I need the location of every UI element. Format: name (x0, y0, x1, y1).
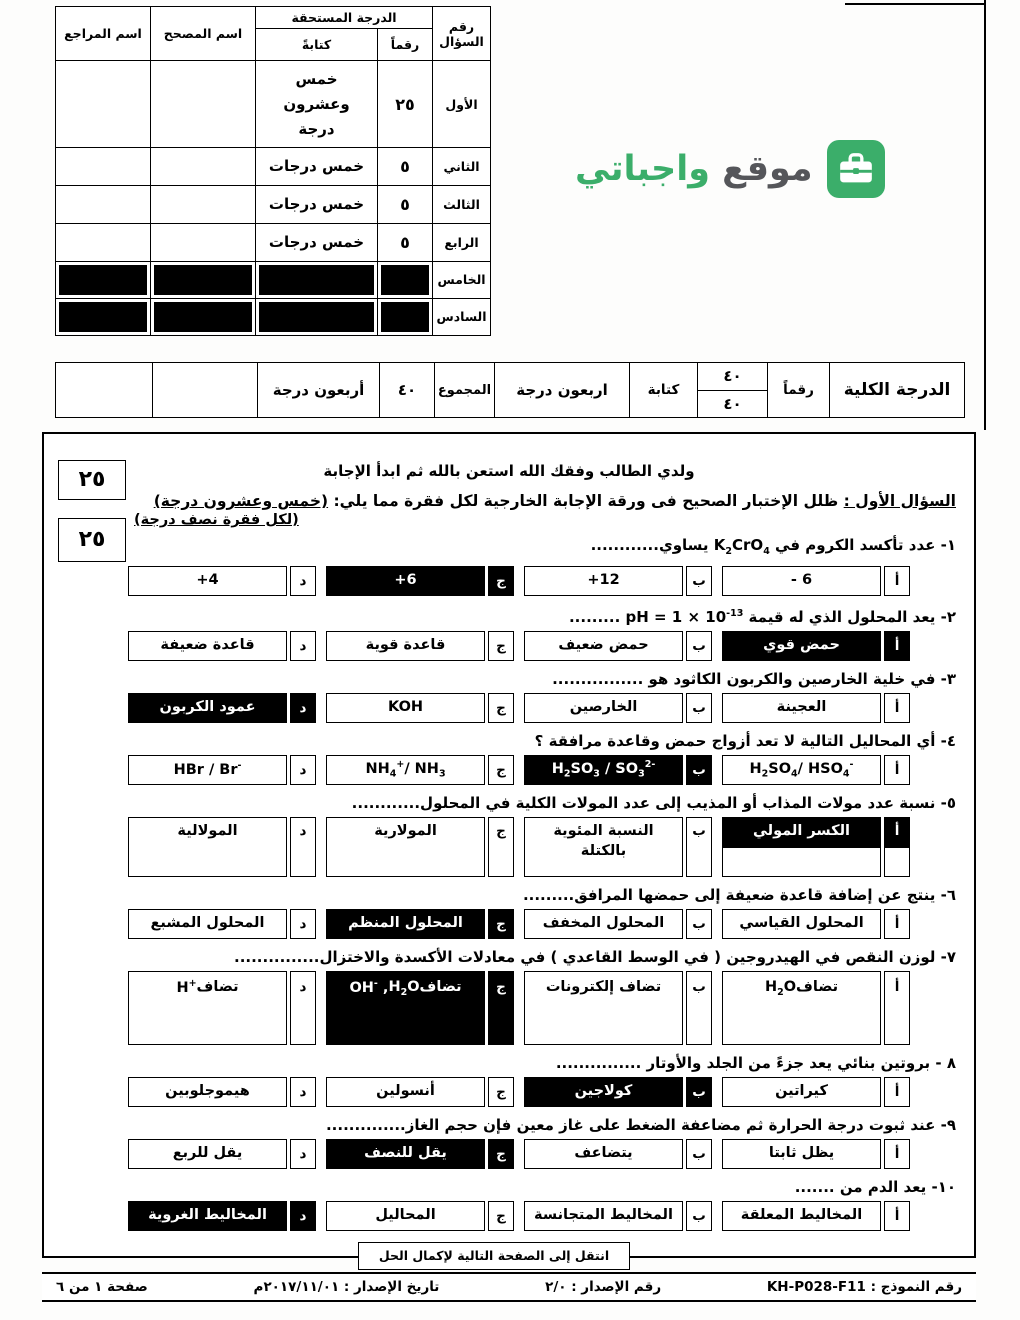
total-numeric-bottom: ٤٠ (698, 390, 767, 418)
issue-number-label: رقم الإصدار : (571, 1279, 662, 1295)
question-block (62, 668, 956, 723)
option-c-text: المحلول المنظم (326, 909, 485, 939)
grade-written-cell: خمس درجات (256, 148, 378, 186)
grade-written-cell (256, 298, 378, 335)
section-title: السؤال الأول : (843, 492, 956, 510)
option-a-text: $H_2SO_4/$ $HSO_4^-$ (722, 755, 881, 785)
option-a (722, 909, 910, 939)
option-c-letter: ج (488, 1201, 514, 1231)
option-d-letter: د (290, 1201, 316, 1231)
grade-numeric-cell (378, 261, 433, 298)
question-block (62, 534, 956, 596)
option-c (326, 566, 514, 596)
option-d-letter: د (290, 1077, 316, 1107)
grade-row (56, 148, 491, 186)
question-row-label: الخامس (433, 261, 491, 298)
options-row (128, 755, 910, 785)
option-a (722, 631, 910, 661)
option-b (524, 693, 712, 723)
option-b (524, 566, 712, 596)
reviewer-cell (56, 61, 151, 148)
option-d-letter: د (290, 631, 316, 661)
option-b-text: +12 (524, 566, 683, 596)
option-c-text: $NH_4^+/$ $NH_3$ (326, 755, 485, 785)
question-block (62, 792, 956, 877)
option-d (128, 1077, 316, 1107)
option-c-text: تضاف $H_2O$ OH- , (326, 971, 485, 1045)
option-a-letter: أ (884, 817, 910, 877)
option-d (128, 755, 316, 785)
options-row (128, 971, 910, 1045)
corrector-cell (151, 186, 256, 224)
question-block (62, 1176, 956, 1231)
option-b-text: النسبة المئوية بالكتلة (524, 817, 683, 877)
option-d-text: المحلول المشبع (128, 909, 287, 939)
option-a-letter: أ (884, 909, 910, 939)
question-block (62, 946, 956, 1045)
option-d (128, 1201, 316, 1231)
corrector-empty-cell (152, 363, 257, 417)
option-c-letter: ج (488, 971, 514, 1045)
reviewer-cell (56, 298, 151, 335)
option-b-text: تضاف إلكترونات (524, 971, 683, 1045)
option-a-letter: أ (884, 1077, 910, 1107)
footer-model-number (767, 1279, 962, 1295)
options-row (128, 566, 910, 596)
option-a-letter: أ (884, 755, 910, 785)
option-b-letter: ب (686, 909, 712, 939)
options-row (128, 909, 910, 939)
option-d (128, 566, 316, 596)
option-a-text: - 6 (722, 566, 881, 596)
issue-date-value: ٢٠١٧/١١/٠١م (253, 1279, 340, 1295)
question-stem: ٧- لوزن النقص في الهيدروجين ( في الوسط القاعدي ) في معادلات الأكسدة والاختزال............... (234, 948, 956, 966)
footer-page-number: صفحة ١ من ٦ (56, 1279, 148, 1295)
option-b-text: كولاجين (524, 1077, 683, 1107)
question-row-label: الثاني (433, 148, 491, 186)
questions-list (62, 534, 956, 1231)
sum-written: أربعون درجة (257, 363, 379, 417)
grade-written-cell: خمس وعشرون درجة (256, 61, 378, 148)
logo-wordmark (575, 149, 813, 189)
grade-row (56, 61, 491, 148)
option-c-text: المحاليل (326, 1201, 485, 1231)
option-c (326, 1201, 514, 1231)
corrector-cell (151, 61, 256, 148)
option-d (128, 631, 316, 661)
option-d-text: تضاف H+ (128, 971, 287, 1045)
option-a (722, 566, 910, 596)
grade-row (56, 261, 491, 298)
option-a-letter: أ (884, 631, 910, 661)
option-b-text: يتضاعف (524, 1139, 683, 1169)
model-number-value: KH-P028-F11 (766, 1279, 866, 1295)
option-c-text: قاعدة قوية (326, 631, 485, 661)
question-block (62, 884, 956, 939)
option-c-letter: ج (488, 755, 514, 785)
total-numeric-values (697, 363, 767, 417)
reviewer-empty-cell (56, 363, 152, 417)
next-page-note: انتقل إلى الصفحة التالية لإكمال الحل (358, 1242, 630, 1270)
option-c (326, 1139, 514, 1169)
options-row (128, 1201, 910, 1231)
grade-numeric-cell (378, 298, 433, 335)
option-c-text: يقل للنصف (326, 1139, 485, 1169)
option-c (326, 817, 514, 877)
score-box-bottom: ٢٥ (58, 518, 126, 562)
col-numeric: رقماً (378, 29, 433, 61)
options-row (128, 817, 910, 877)
question-stem: ٦- ينتج عن إضافة قاعدة ضعيفة إلى حمضها المرافق......... (522, 886, 956, 904)
option-d-letter: د (290, 909, 316, 939)
option-c-text: المولارية (326, 817, 485, 877)
option-b (524, 971, 712, 1045)
col-reviewer-name: اسم المراجع (56, 7, 151, 61)
option-b (524, 755, 712, 785)
option-a-letter: أ (884, 1139, 910, 1169)
option-d-text: قاعدة ضعيفة (128, 631, 287, 661)
option-b (524, 1139, 712, 1169)
grade-row (56, 298, 491, 335)
option-a-text: الكسر المولي (722, 817, 881, 877)
option-c (326, 909, 514, 939)
option-b (524, 1077, 712, 1107)
option-d (128, 693, 316, 723)
section-note: (لكل فقرة نصف درجة) (134, 512, 299, 528)
section-instruction: ظلل الإختبار الصحيح فى ورقة الإجابة الخارجية لكل فقرة مما يلي: (333, 492, 839, 510)
total-grade-bar (55, 362, 965, 418)
grade-written-cell: خمس درجات (256, 223, 378, 261)
option-b-text: $H_2SO_3 / SO_3^{2-}$ (524, 755, 683, 785)
option-c-letter: ج (488, 1077, 514, 1107)
option-b-letter: ب (686, 566, 712, 596)
option-a-text: تضاف $H_2O$ (722, 971, 881, 1045)
footer-issue-number (545, 1279, 661, 1295)
option-a (722, 971, 910, 1045)
total-written-label: كتابة (629, 363, 697, 417)
option-d-text: المولالية (128, 817, 287, 877)
footer-issue-date (254, 1279, 440, 1295)
question-block (62, 603, 956, 661)
option-c-letter: ج (488, 817, 514, 877)
grade-numeric-cell: ٢٥ (378, 61, 433, 148)
option-b-letter: ب (686, 1077, 712, 1107)
question-stem: ٤- أي المحاليل التالية لا تعد أزواج حمض وقاعدة مرافقة ؟ (534, 732, 956, 750)
option-d-text: عمود الكربون (128, 693, 287, 723)
model-number-label: رقم النموذج : (870, 1279, 962, 1295)
question-stem: ٥- نسبة عدد مولات المذاب أو المذيب إلى عدد المولات الكلية في المحلول............ (351, 794, 956, 812)
option-c-text: KOH (326, 693, 485, 723)
option-c (326, 755, 514, 785)
option-d (128, 971, 316, 1045)
issue-number-value: ٢/٠ (545, 1279, 567, 1295)
section-header (62, 492, 956, 510)
option-a-text: كيراتين (722, 1077, 881, 1107)
option-b-letter: ب (686, 693, 712, 723)
exam-body (42, 432, 976, 1258)
option-b-letter: ب (686, 755, 712, 785)
col-corrector-name: اسم المصحح (151, 7, 256, 61)
question-row-label: الثالث (433, 186, 491, 224)
corrector-cell (151, 223, 256, 261)
wajibati-logo (575, 140, 885, 198)
page-footer (42, 1272, 976, 1302)
col-grade-due: الدرجة المستحقة (256, 7, 433, 29)
option-b-letter: ب (686, 631, 712, 661)
option-a (722, 1201, 910, 1231)
option-b-letter: ب (686, 971, 712, 1045)
option-d-letter: د (290, 1139, 316, 1169)
page-border-line-right (984, 0, 986, 430)
logo-word-wajibati: واجباتي (575, 149, 710, 189)
option-d (128, 1139, 316, 1169)
reviewer-cell (56, 186, 151, 224)
option-d-letter: د (290, 817, 316, 877)
option-d-letter: د (290, 755, 316, 785)
option-c-letter: ج (488, 909, 514, 939)
corrector-cell (151, 298, 256, 335)
grading-table-header-row (56, 7, 491, 29)
total-numeric-top: ٤٠ (723, 367, 742, 386)
reviewer-cell (56, 148, 151, 186)
option-c-text: أنسولين (326, 1077, 485, 1107)
question-block (62, 1052, 956, 1107)
question-stem: ١٠- يعد الدم من ....... (794, 1178, 956, 1196)
grade-written-cell: خمس درجات (256, 186, 378, 224)
option-b (524, 909, 712, 939)
score-box-top: ٢٥ (58, 460, 126, 500)
option-b-text: المحلول المخفف (524, 909, 683, 939)
option-c-letter: ج (488, 566, 514, 596)
option-a-letter: أ (884, 693, 910, 723)
question-stem: ٩- عند ثبوت درجة الحرارة ثم مضاعفة الضغط على غاز معين فإن حجم الغاز.............. (325, 1116, 956, 1134)
option-d-text: المخاليط الغروية (128, 1201, 287, 1231)
question-stem: ١- عدد تأكسد الكروم في $K_2CrO_4$ يساوي............ (590, 536, 956, 557)
col-question-no: رقم السؤال (433, 7, 491, 61)
total-numeric-label: رقماً (767, 363, 829, 417)
section-points: (خمس وعشرون درجة) (153, 492, 329, 510)
option-c-letter: ج (488, 693, 514, 723)
option-c (326, 1077, 514, 1107)
option-a (722, 693, 910, 723)
question-stem: ٣- في خلية الخارصين والكربون الكاثود هو ................ (552, 670, 956, 688)
option-b-text: حمض ضعيف (524, 631, 683, 661)
reviewer-cell (56, 261, 151, 298)
question-row-label: الأول (433, 61, 491, 148)
sum-label: المجموع (434, 363, 494, 417)
grade-row (56, 186, 491, 224)
question-row-label: السادس (433, 298, 491, 335)
question-block (62, 1114, 956, 1169)
corrector-cell (151, 261, 256, 298)
option-d (128, 817, 316, 877)
option-a-text: المخاليط المعلقة (722, 1201, 881, 1231)
option-a-letter: أ (884, 566, 910, 596)
option-c (326, 693, 514, 723)
grading-table-body (56, 61, 491, 336)
briefcase-icon (827, 140, 885, 198)
option-a (722, 1077, 910, 1107)
option-d-letter: د (290, 566, 316, 596)
option-c-text: +6 (326, 566, 485, 596)
total-grade-label: الدرجة الكلية (829, 363, 964, 417)
option-b-letter: ب (686, 1201, 712, 1231)
col-written: كتابةً (256, 29, 378, 61)
option-c-letter: ج (488, 1139, 514, 1169)
option-b (524, 1201, 712, 1231)
option-a-text: يظل ثابتا (722, 1139, 881, 1169)
options-row (128, 693, 910, 723)
total-written-value: اربعون درجة (494, 363, 629, 417)
option-c (326, 971, 514, 1045)
option-b (524, 631, 712, 661)
option-d-text: يقل للربع (128, 1139, 287, 1169)
grade-written-cell (256, 261, 378, 298)
option-d-letter: د (290, 693, 316, 723)
logo-word-site: موقع (722, 149, 813, 189)
option-d (128, 909, 316, 939)
question-row-label: الرابع (433, 223, 491, 261)
issue-date-label: تاريخ الإصدار : (343, 1279, 440, 1295)
question-stem: ٢- يعد المحلول الذي له قيمة pH = $1 \times 10^{-13}$ ......... (568, 608, 956, 626)
option-a-text: العجينة (722, 693, 881, 723)
grading-table (55, 6, 491, 336)
option-a-letter: أ (884, 971, 910, 1045)
option-d-text: +4 (128, 566, 287, 596)
reviewer-cell (56, 223, 151, 261)
option-d-letter: د (290, 971, 316, 1045)
option-d-text: HBr / Br- (128, 755, 287, 785)
grade-row (56, 223, 491, 261)
page-border-line-top (845, 3, 984, 5)
question-stem: ٨ - بروتين بنائي يعد جزءً من الجلد والأوتار ............... (555, 1054, 956, 1072)
sum-numeric: ٤٠ (379, 363, 434, 417)
option-b-text: الخارصين (524, 693, 683, 723)
option-b-text: المخاليط المتجانسة (524, 1201, 683, 1231)
option-c (326, 631, 514, 661)
grade-numeric-cell: ٥ (378, 148, 433, 186)
options-row (128, 631, 910, 661)
question-block (62, 730, 956, 785)
option-a-letter: أ (884, 1201, 910, 1231)
option-b (524, 817, 712, 877)
option-b-letter: ب (686, 817, 712, 877)
option-c-letter: ج (488, 631, 514, 661)
options-row (128, 1077, 910, 1107)
grade-numeric-cell: ٥ (378, 223, 433, 261)
option-a (722, 1139, 910, 1169)
grade-numeric-cell: ٥ (378, 186, 433, 224)
option-a-text: المحلول القياسي (722, 909, 881, 939)
corrector-cell (151, 148, 256, 186)
option-a-text: حمض قوي (722, 631, 881, 661)
option-a (722, 755, 910, 785)
options-row (128, 1139, 910, 1169)
option-a (722, 817, 910, 877)
option-b-letter: ب (686, 1139, 712, 1169)
greeting-line: ولدي الطالب وفقك الله استعن بالله ثم ابدأ الإجابة (323, 462, 695, 480)
option-d-text: هيموجلوبين (128, 1077, 287, 1107)
